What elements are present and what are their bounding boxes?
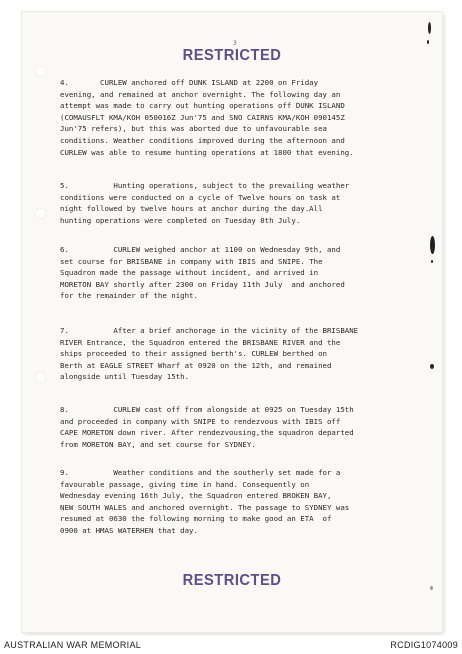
paragraph-6: 6. CURLEW weighed anchor at 1100 on Wednesday 9th, and set course for BRISBANE in company with IBIS and SNIPE. The Squadron made the passage without incident, and arrived in MORETON BAY shortly after 2300 on Friday 11th July and anchored for the remainder of the night. <box>60 245 345 301</box>
ink-speck <box>430 364 434 369</box>
punch-hole <box>35 372 46 383</box>
ink-speck <box>430 586 433 590</box>
paragraph-5: 5. Hunting operations, subject to the prevailing weather conditions were conducted on a cycle of Twelve hours on task at night followed by twelve hours at anchor during the day.All hunting operations were completed on Tuesday 8th July. <box>60 181 350 225</box>
punch-hole <box>35 208 46 219</box>
ink-speck <box>427 40 429 44</box>
archive-name: AUSTRALIAN WAR MEMORIAL <box>4 640 142 650</box>
ink-speck <box>431 260 433 263</box>
ink-speck <box>428 22 431 34</box>
restricted-stamp-top: RESTRICTED <box>182 47 282 64</box>
archive-footer <box>0 636 462 654</box>
ink-speck <box>430 236 435 254</box>
pencil-mark: 3 <box>233 40 237 47</box>
paragraph-7: 7. After a brief anchorage in the vicinity of the BRISBANE RIVER Entrance, the Squadron entered the BRISBANE RIVER and the ships proceeded to their assigned berth's. CURLEW berthed on Berth at EAGLE STREET Wharf at 0920 on the 12th, and remained alongside until Tuesday 15th. <box>60 326 359 382</box>
paragraph-8: 8. CURLEW cast off from alongside at 0925 on Tuesday 15th and proceeded in company with SNIPE to rendezvous with IBIS off CAPE MORETON down river. After rendezvousing,the squadron departed from MORETON BAY, and set course for SYDNEY. <box>60 405 354 449</box>
paragraph-4: 4. CURLEW anchored off DUNK ISLAND at 2200 on Friday evening, and remained at anchor overnight. The following day an attempt was made to carry out hunting operations off DUNK ISLAND (COMAUSFLT KMA/KOH 050016Z Jun'75 and SNO CAIRNS KMA/KOH 090145Z Jun'75 refers), but this was aborted due to unfavourable sea conditions. Weather conditions improved during the afternoon and CURLEW was able to resume hunting operations at 1800 that evening. <box>60 78 354 157</box>
paragraph-9: 9. Weather conditions and the southerly set made for a favourable passage, giving time in hand. Consequently on Wednesday evening 16th July, the Squadron entered BROKEN BAY, NEW SOUTH WALES and anchored overnight. The passage to SYDNEY was resumed at 0630 the following morning to make good an ETA of 0900 at HMAS WATERHEN that day. <box>60 468 350 535</box>
document-page <box>22 12 442 632</box>
archive-reference: RCDIG1074009 <box>390 640 458 650</box>
restricted-stamp-bottom: RESTRICTED <box>182 572 282 589</box>
punch-hole <box>35 66 46 77</box>
